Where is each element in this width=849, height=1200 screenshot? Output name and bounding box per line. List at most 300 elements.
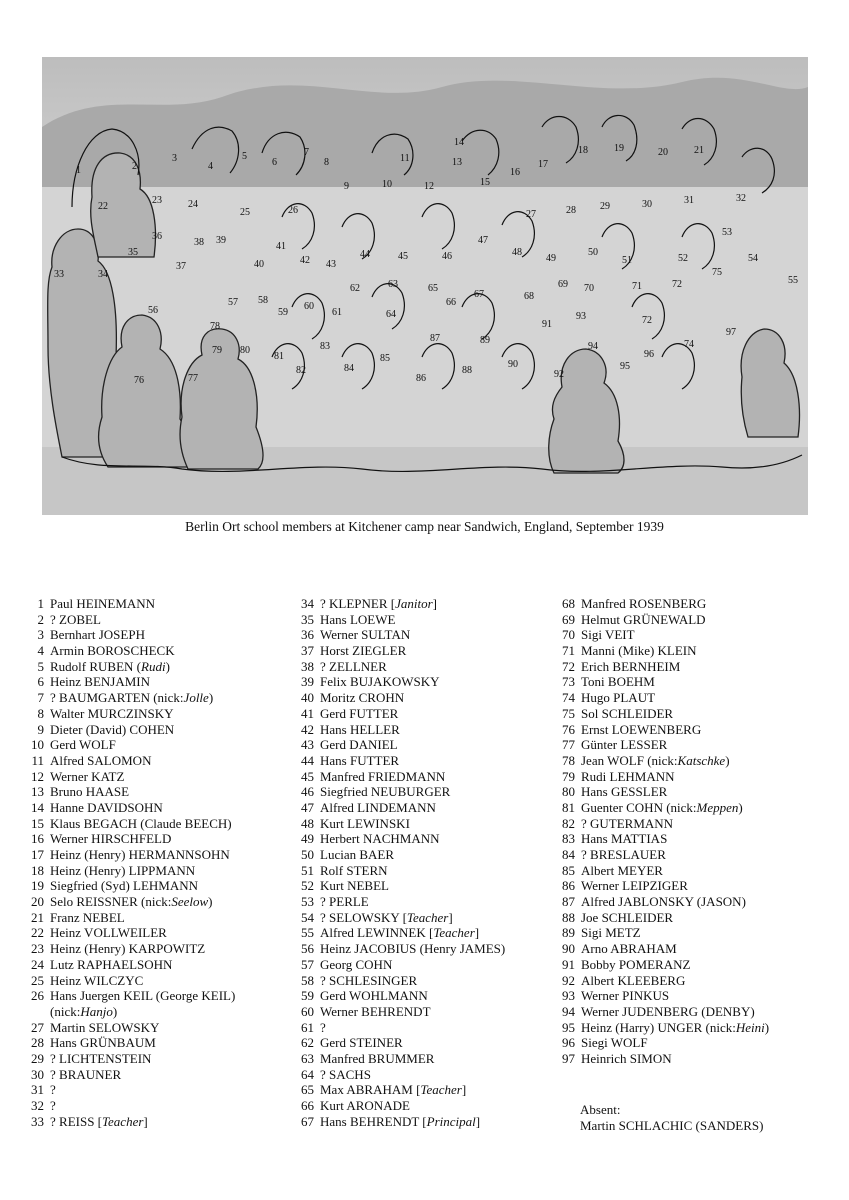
svg-text:93: 93 bbox=[576, 311, 586, 322]
member-number: 32 bbox=[31, 1098, 44, 1113]
svg-text:63: 63 bbox=[388, 279, 398, 290]
member-number: 55 bbox=[301, 925, 314, 941]
member-name: Ernst LOEWENBERG bbox=[581, 721, 702, 737]
svg-text:42: 42 bbox=[300, 255, 310, 266]
member-number: 84 bbox=[562, 847, 575, 862]
svg-text:70: 70 bbox=[584, 283, 594, 294]
member-name: ? BRESLAUER bbox=[581, 847, 666, 862]
member-name: Gerd FUTTER bbox=[320, 705, 399, 721]
svg-text:78: 78 bbox=[210, 321, 220, 332]
member-number: 2 bbox=[37, 611, 44, 627]
svg-text:31: 31 bbox=[684, 195, 694, 206]
svg-text:34: 34 bbox=[98, 269, 108, 280]
name-list-item bbox=[553, 816, 769, 832]
member-number: 16 bbox=[31, 831, 44, 847]
member-nickname: Teacher bbox=[433, 925, 475, 941]
member-name: Jean WOLF (nick:Katschke) bbox=[581, 752, 730, 768]
member-name: Siegfried NEUBURGER bbox=[320, 784, 451, 800]
svg-text:95: 95 bbox=[620, 361, 630, 372]
name-list-item bbox=[22, 1114, 235, 1130]
name-list-item bbox=[22, 769, 235, 785]
member-number: 86 bbox=[562, 878, 575, 894]
member-name: Werner BEHRENDT bbox=[320, 1003, 431, 1019]
svg-text:38: 38 bbox=[194, 237, 204, 248]
name-list-item bbox=[292, 1114, 505, 1130]
name-list-item bbox=[553, 863, 769, 879]
member-name: Werner HIRSCHFELD bbox=[50, 831, 172, 847]
member-number: 28 bbox=[31, 1035, 44, 1051]
name-list-item bbox=[553, 941, 769, 957]
name-list-item bbox=[292, 1035, 505, 1051]
member-name: Sigi VEIT bbox=[581, 627, 635, 643]
member-nickname: Seelow bbox=[171, 894, 209, 910]
absent-section bbox=[580, 1102, 763, 1133]
svg-text:18: 18 bbox=[578, 145, 588, 156]
svg-text:57: 57 bbox=[228, 297, 238, 308]
name-list-item bbox=[292, 800, 505, 816]
svg-text:74: 74 bbox=[684, 339, 694, 350]
name-list-column-3 bbox=[553, 596, 769, 1067]
member-name: ? ZOBEL bbox=[50, 611, 101, 627]
member-number: 18 bbox=[31, 862, 44, 878]
member-number: 37 bbox=[301, 643, 314, 659]
svg-text:14: 14 bbox=[454, 137, 464, 148]
member-name: ? LICHTENSTEIN bbox=[50, 1050, 152, 1066]
member-number: 33 bbox=[31, 1113, 44, 1129]
member-number: 83 bbox=[562, 831, 575, 847]
svg-text:69: 69 bbox=[558, 279, 568, 290]
member-number: 80 bbox=[562, 784, 575, 800]
member-name: Kurt NEBEL bbox=[320, 878, 389, 894]
svg-text:1: 1 bbox=[76, 165, 81, 176]
name-list-item bbox=[22, 847, 235, 863]
name-list-item bbox=[553, 1004, 769, 1020]
member-number: 24 bbox=[31, 956, 44, 972]
member-number: 76 bbox=[562, 721, 575, 737]
name-list-item bbox=[22, 643, 235, 659]
name-list-item bbox=[292, 878, 505, 894]
name-list-item bbox=[292, 737, 505, 753]
member-name: Hugo PLAUT bbox=[581, 690, 656, 706]
name-list-item bbox=[553, 674, 769, 690]
member-name: Hanne DAVIDSOHN bbox=[50, 799, 163, 815]
member-number: 90 bbox=[562, 941, 575, 957]
member-number: 26 bbox=[31, 988, 44, 1004]
member-name: Heinz BENJAMIN bbox=[50, 674, 151, 690]
member-name: Bruno HAASE bbox=[50, 784, 130, 800]
svg-text:35: 35 bbox=[128, 247, 138, 258]
name-list-item bbox=[292, 1020, 505, 1036]
member-number: 82 bbox=[562, 815, 575, 831]
member-number: 51 bbox=[301, 862, 314, 878]
name-list-item bbox=[22, 941, 235, 957]
svg-text:59: 59 bbox=[278, 307, 288, 318]
name-list-item bbox=[553, 706, 769, 722]
member-name: Martin SELOWSKY bbox=[50, 1019, 160, 1035]
member-name: Heinz JACOBIUS (Henry JAMES) bbox=[320, 941, 506, 957]
name-list-item bbox=[22, 925, 235, 941]
member-number: 25 bbox=[31, 972, 44, 988]
member-number: 78 bbox=[562, 752, 575, 768]
name-list-item bbox=[292, 894, 505, 910]
name-list-item bbox=[553, 627, 769, 643]
name-list-column-2 bbox=[292, 596, 505, 1129]
name-list-item bbox=[292, 863, 505, 879]
member-name: Rudolf RUBEN (Rudi) bbox=[50, 658, 170, 674]
member-nickname: Jolle bbox=[183, 690, 209, 706]
svg-text:82: 82 bbox=[296, 365, 306, 376]
member-name: Werner KATZ bbox=[50, 768, 125, 784]
member-name: Felix BUJAKOWSKY bbox=[320, 674, 440, 690]
member-name: Werner LEIPZIGER bbox=[581, 878, 688, 894]
svg-text:66: 66 bbox=[446, 297, 456, 308]
member-number: 41 bbox=[301, 705, 314, 721]
svg-text:37: 37 bbox=[176, 261, 186, 272]
member-number: 47 bbox=[301, 799, 314, 815]
member-nickname: Teacher bbox=[420, 1082, 462, 1098]
svg-text:10: 10 bbox=[382, 179, 392, 190]
name-list-item bbox=[553, 988, 769, 1004]
member-number: 22 bbox=[31, 925, 44, 941]
svg-text:19: 19 bbox=[614, 143, 624, 154]
name-list-item bbox=[22, 674, 235, 690]
member-name: Heinz (Harry) UNGER (nick:Heini) bbox=[581, 1019, 770, 1035]
member-number: 3 bbox=[37, 627, 44, 643]
svg-text:12: 12 bbox=[424, 181, 434, 192]
member-number: 77 bbox=[562, 737, 575, 753]
member-nickname: Teacher bbox=[406, 909, 449, 925]
member-name: Gerd DANIEL bbox=[320, 737, 398, 753]
name-list-item bbox=[553, 831, 769, 847]
svg-text:72: 72 bbox=[672, 279, 682, 290]
member-number: 7 bbox=[37, 690, 44, 706]
member-name: Werner SULTAN bbox=[320, 627, 411, 643]
name-list-item bbox=[292, 925, 505, 941]
member-name: Kurt LEWINSKI bbox=[320, 815, 410, 831]
name-list-item bbox=[22, 831, 235, 847]
member-number: 53 bbox=[301, 894, 314, 910]
member-number: 23 bbox=[31, 941, 44, 957]
member-name: Werner JUDENBERG (DENBY) bbox=[581, 1003, 755, 1019]
member-number: 13 bbox=[31, 784, 44, 800]
member-number: 91 bbox=[562, 956, 575, 972]
name-list-item bbox=[22, 894, 235, 910]
svg-text:89: 89 bbox=[480, 335, 490, 346]
member-number: 30 bbox=[31, 1066, 44, 1082]
member-number: 73 bbox=[562, 674, 575, 690]
member-number: 57 bbox=[301, 956, 314, 972]
member-name: Hans Juergen KEIL (George KEIL) bbox=[50, 988, 236, 1004]
member-name: Dieter (David) COHEN bbox=[50, 721, 175, 737]
member-name: Hans FUTTER bbox=[320, 752, 400, 768]
member-name: Hans GESSLER bbox=[581, 784, 668, 800]
name-list-item bbox=[553, 690, 769, 706]
member-number: 20 bbox=[31, 894, 44, 910]
member-number: 54 bbox=[301, 909, 314, 925]
svg-text:3: 3 bbox=[172, 153, 177, 164]
name-list-item bbox=[553, 1020, 769, 1036]
member-number: 17 bbox=[31, 847, 44, 862]
member-number: 70 bbox=[562, 627, 575, 643]
svg-text:6: 6 bbox=[272, 157, 277, 168]
svg-text:8: 8 bbox=[324, 157, 329, 168]
member-name: Hans LOEWE bbox=[320, 611, 396, 627]
svg-text:26: 26 bbox=[288, 205, 298, 216]
member-name: ? PERLE bbox=[320, 894, 369, 910]
name-list-item bbox=[553, 878, 769, 894]
name-list-item bbox=[292, 596, 505, 612]
svg-text:20: 20 bbox=[658, 147, 668, 158]
name-list-item bbox=[22, 690, 235, 706]
name-list-item bbox=[292, 1051, 505, 1067]
member-number: 19 bbox=[31, 878, 44, 894]
member-number: 50 bbox=[301, 847, 314, 862]
member-nickname: Katschke bbox=[677, 752, 726, 768]
svg-text:7: 7 bbox=[304, 147, 309, 158]
member-number: 42 bbox=[301, 721, 314, 737]
svg-text:91: 91 bbox=[542, 319, 552, 330]
member-name: Bernhart JOSEPH bbox=[50, 627, 145, 643]
svg-text:52: 52 bbox=[678, 253, 688, 264]
member-number: 79 bbox=[562, 768, 575, 784]
svg-text:62: 62 bbox=[350, 283, 360, 294]
svg-text:55: 55 bbox=[788, 275, 798, 286]
member-number: 88 bbox=[562, 909, 575, 925]
name-list-item bbox=[553, 1051, 769, 1067]
member-nickname: Rudi bbox=[141, 658, 166, 674]
member-name: Armin BOROSCHECK bbox=[50, 643, 175, 659]
svg-text:46: 46 bbox=[442, 251, 452, 262]
name-list-item bbox=[292, 1004, 505, 1020]
svg-text:90: 90 bbox=[508, 359, 518, 370]
member-name: Gerd WOHLMANN bbox=[320, 988, 428, 1004]
name-list-item bbox=[292, 973, 505, 989]
member-name: Selo REISSNER (nick:Seelow) bbox=[50, 894, 213, 910]
member-name: Joe SCHLEIDER bbox=[581, 909, 674, 925]
name-list-item bbox=[292, 847, 505, 863]
member-number: 96 bbox=[562, 1035, 575, 1051]
svg-text:68: 68 bbox=[524, 291, 534, 302]
member-name: Günter LESSER bbox=[581, 737, 668, 753]
svg-text:22: 22 bbox=[98, 201, 108, 212]
name-list-item bbox=[553, 784, 769, 800]
name-list-item bbox=[22, 957, 235, 973]
name-list-item bbox=[553, 847, 769, 863]
member-number: 5 bbox=[37, 658, 44, 674]
member-name: Erich BERNHEIM bbox=[581, 658, 681, 674]
svg-text:96: 96 bbox=[644, 349, 654, 360]
name-list-item bbox=[22, 737, 235, 753]
member-name: ? bbox=[50, 1098, 56, 1113]
member-number: 14 bbox=[31, 799, 44, 815]
member-name: Bobby POMERANZ bbox=[581, 956, 691, 972]
member-name: ? SELOWSKY [Teacher] bbox=[320, 909, 453, 925]
name-list-item bbox=[292, 784, 505, 800]
svg-text:41: 41 bbox=[276, 241, 286, 252]
svg-text:97: 97 bbox=[726, 327, 736, 338]
name-list-item bbox=[292, 769, 505, 785]
svg-text:87: 87 bbox=[430, 333, 440, 344]
name-list-item bbox=[553, 659, 769, 675]
name-list-item bbox=[292, 722, 505, 738]
member-name: Walter MURCZINSKY bbox=[50, 705, 174, 721]
svg-text:45: 45 bbox=[398, 251, 408, 262]
name-list-item bbox=[553, 753, 769, 769]
name-list-item bbox=[292, 627, 505, 643]
svg-text:65: 65 bbox=[428, 283, 438, 294]
member-number: 1 bbox=[37, 596, 44, 611]
name-list-item bbox=[22, 863, 235, 879]
svg-text:21: 21 bbox=[694, 145, 704, 156]
member-number: 85 bbox=[562, 862, 575, 878]
member-number: 95 bbox=[562, 1019, 575, 1035]
member-name: ? bbox=[50, 1082, 56, 1098]
member-name: Toni BOEHM bbox=[581, 674, 655, 690]
member-name: Paul HEINEMANN bbox=[50, 596, 156, 611]
name-list-item bbox=[22, 1020, 235, 1036]
member-number: 60 bbox=[301, 1003, 314, 1019]
svg-text:53: 53 bbox=[722, 227, 732, 238]
name-list-item bbox=[22, 910, 235, 926]
name-list-item bbox=[22, 1004, 235, 1020]
name-list-item bbox=[22, 612, 235, 628]
member-nickname: Principal bbox=[426, 1113, 476, 1129]
svg-text:88: 88 bbox=[462, 365, 472, 376]
member-name: Manfred FRIEDMANN bbox=[320, 768, 446, 784]
member-name: Heinrich SIMON bbox=[581, 1050, 672, 1066]
member-nickname: Meppen bbox=[696, 799, 739, 815]
name-list-item bbox=[22, 1098, 235, 1114]
name-list-item bbox=[292, 831, 505, 847]
member-number: 27 bbox=[31, 1019, 44, 1035]
name-list-item bbox=[292, 910, 505, 926]
svg-text:16: 16 bbox=[510, 167, 520, 178]
name-list-item bbox=[553, 596, 769, 612]
name-list-item bbox=[22, 722, 235, 738]
name-list-item bbox=[22, 753, 235, 769]
member-name: Moritz CROHN bbox=[320, 690, 405, 706]
svg-text:48: 48 bbox=[512, 247, 522, 258]
member-number: 49 bbox=[301, 831, 314, 847]
member-number: 94 bbox=[562, 1003, 575, 1019]
name-list-item bbox=[22, 1082, 235, 1098]
member-name: Franz NEBEL bbox=[50, 909, 125, 925]
svg-text:28: 28 bbox=[566, 205, 576, 216]
member-number: 97 bbox=[562, 1050, 575, 1066]
member-number: 68 bbox=[562, 596, 575, 611]
member-number: 59 bbox=[301, 988, 314, 1004]
absent-label: Absent: bbox=[580, 1102, 621, 1117]
member-number: 89 bbox=[562, 925, 575, 941]
member-name: Arno ABRAHAM bbox=[581, 941, 677, 957]
name-list-item bbox=[292, 706, 505, 722]
svg-text:9: 9 bbox=[344, 181, 349, 192]
member-number: 34 bbox=[301, 596, 314, 611]
svg-text:40: 40 bbox=[254, 259, 264, 270]
svg-text:83: 83 bbox=[320, 341, 330, 352]
svg-text:50: 50 bbox=[588, 247, 598, 258]
svg-text:79: 79 bbox=[212, 345, 222, 356]
svg-text:86: 86 bbox=[416, 373, 426, 384]
svg-text:44: 44 bbox=[360, 249, 370, 260]
name-list-item bbox=[553, 800, 769, 816]
member-number: 67 bbox=[301, 1113, 314, 1129]
name-list-item bbox=[22, 596, 235, 612]
svg-text:77: 77 bbox=[188, 373, 198, 384]
member-name: Helmut GRÜNEWALD bbox=[581, 611, 706, 627]
member-nickname: Heini bbox=[735, 1019, 765, 1035]
svg-text:81: 81 bbox=[274, 351, 284, 362]
member-name: Lucian BAER bbox=[320, 847, 395, 862]
name-list-item bbox=[553, 973, 769, 989]
member-number: 64 bbox=[301, 1066, 314, 1082]
member-number: 74 bbox=[562, 690, 575, 706]
svg-text:60: 60 bbox=[304, 301, 314, 312]
svg-text:94: 94 bbox=[588, 341, 598, 352]
member-number: 12 bbox=[31, 768, 44, 784]
svg-text:24: 24 bbox=[188, 199, 198, 210]
member-name: Alfred LINDEMANN bbox=[320, 799, 436, 815]
name-list-item bbox=[22, 1035, 235, 1051]
member-name: Manfred ROSENBERG bbox=[581, 596, 707, 611]
svg-text:49: 49 bbox=[546, 253, 556, 264]
member-number: 29 bbox=[31, 1050, 44, 1066]
member-number: 81 bbox=[562, 799, 575, 815]
member-name: Hans BEHRENDT [Principal] bbox=[320, 1113, 481, 1129]
svg-text:15: 15 bbox=[480, 177, 490, 188]
member-name: Albert KLEEBERG bbox=[581, 972, 686, 988]
member-number: 69 bbox=[562, 611, 575, 627]
member-name: Sol SCHLEIDER bbox=[581, 705, 674, 721]
member-number: 66 bbox=[301, 1098, 314, 1113]
member-number: 21 bbox=[31, 909, 44, 925]
svg-text:75: 75 bbox=[712, 267, 722, 278]
member-name: Heinz (Henry) HERMANNSOHN bbox=[50, 847, 230, 862]
name-list-item bbox=[22, 988, 235, 1004]
member-name: Manfred BRUMMER bbox=[320, 1050, 435, 1066]
member-name: Heinz (Henry) LIPPMANN bbox=[50, 862, 196, 878]
svg-text:23: 23 bbox=[152, 195, 162, 206]
svg-text:64: 64 bbox=[386, 309, 396, 320]
name-list-item bbox=[22, 1051, 235, 1067]
svg-text:4: 4 bbox=[208, 161, 213, 172]
member-number: 44 bbox=[301, 752, 314, 768]
name-list-item bbox=[292, 690, 505, 706]
member-name: Albert MEYER bbox=[581, 862, 663, 878]
absent-name: Martin SCHLACHIC (SANDERS) bbox=[580, 1117, 764, 1133]
member-name: ? BRAUNER bbox=[50, 1066, 122, 1082]
member-name: Gerd STEINER bbox=[320, 1035, 403, 1051]
member-name: Alfred JABLONSKY (JASON) bbox=[581, 894, 746, 910]
member-number: 65 bbox=[301, 1082, 314, 1098]
member-name: Hans MATTIAS bbox=[581, 831, 668, 847]
svg-text:85: 85 bbox=[380, 353, 390, 364]
member-name: Heinz VOLLWEILER bbox=[50, 925, 167, 941]
name-list-item bbox=[553, 894, 769, 910]
member-number: 48 bbox=[301, 815, 314, 831]
svg-text:47: 47 bbox=[478, 235, 488, 246]
member-number: 8 bbox=[37, 705, 44, 721]
member-number: 36 bbox=[301, 627, 314, 643]
name-list-item bbox=[22, 706, 235, 722]
svg-text:39: 39 bbox=[216, 235, 226, 246]
svg-text:43: 43 bbox=[326, 259, 336, 270]
member-name: Max ABRAHAM [Teacher] bbox=[320, 1082, 467, 1098]
member-number: 58 bbox=[301, 972, 314, 988]
name-list-item bbox=[22, 627, 235, 643]
svg-text:11: 11 bbox=[400, 153, 410, 164]
member-number: 10 bbox=[31, 737, 44, 753]
